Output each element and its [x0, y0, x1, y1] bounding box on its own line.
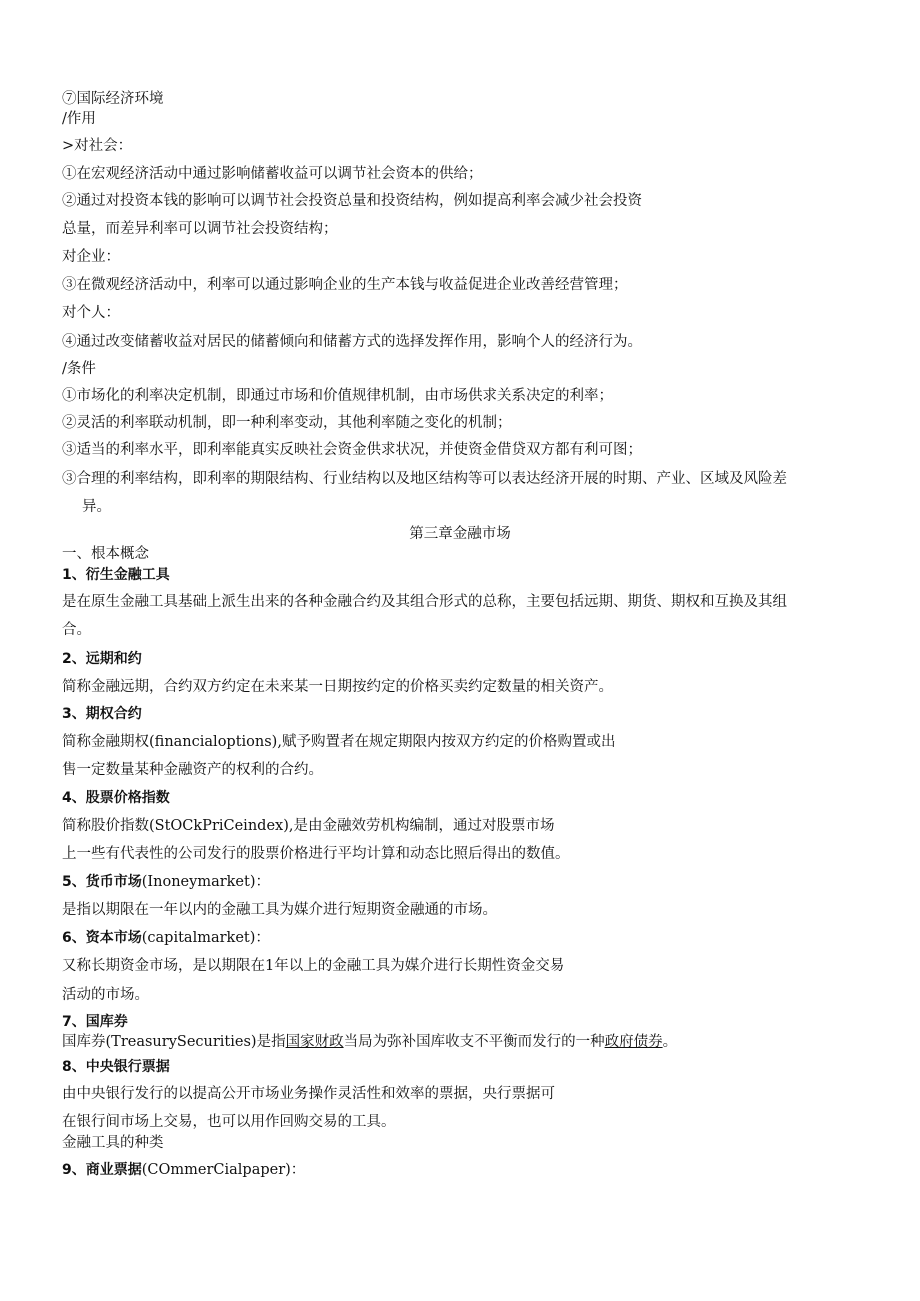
term-title — [62, 929, 270, 947]
paragraph: 由中央银行发行的以提高公开市场业务操作灵活性和效率的票据，央行票据可 — [62, 1086, 555, 1102]
link-government-bond[interactable]: 政府债券 — [604, 1034, 663, 1050]
term-title: 4、股票价格指数 — [62, 790, 170, 806]
paragraph: 售一定数量某种金融资产的权利的合约。 — [62, 762, 323, 778]
paragraph: ①市场化的利率决定机制，即通过市场和价值规律机制，由市场供求关系决定的利率； — [62, 388, 613, 404]
term-title: 7、国库券 — [62, 1014, 128, 1030]
list-item: ⑦国际经济环境 — [62, 91, 164, 107]
paragraph: 简称金融期权(financialoptions),赋予购置者在规定期限内按双方约定的价格购置或出 — [62, 734, 616, 750]
paragraph: 在银行间市场上交易，也可以用作回购交易的工具。 — [62, 1114, 396, 1130]
link-national-finance[interactable]: 国家财政 — [285, 1034, 344, 1050]
term-title-english: (Inoneymarket)： — [141, 874, 270, 890]
paragraph: 异。 — [82, 499, 111, 515]
term-title — [62, 1161, 305, 1179]
paragraph: 合。 — [62, 622, 91, 638]
term-title-english: (capitalmarket)： — [141, 930, 270, 946]
paragraph: 又称长期资金市场，是以期限在1年以上的金融工具为媒介进行长期性资金交易 — [62, 958, 565, 974]
term-title — [62, 873, 270, 891]
role-heading: /作用 — [62, 111, 96, 127]
term-title: 8、中央银行票据 — [62, 1059, 170, 1075]
paragraph: 总量，而差异利率可以调节社会投资结构； — [62, 221, 338, 237]
paragraph: 简称股价指数(StOCkPriCeindex),是由金融效劳机构编制，通过对股票市场 — [62, 818, 555, 834]
term-title: 1、衍生金融工具 — [62, 567, 170, 583]
paragraph: ②灵活的利率联动机制，即一种利率变动，其他利率随之变化的机制； — [62, 415, 512, 431]
paragraph: 上一些有代表性的公司发行的股票价格进行平均计算和动态比照后得出的数值。 — [62, 846, 570, 862]
paragraph: ②通过对投资本钱的影响可以调节社会投资总量和投资结构，例如提高利率会减少社会投资 — [62, 193, 642, 209]
paragraph: ④通过改变储蓄收益对居民的储蓄倾向和储蓄方式的选择发挥作用，影响个人的经济行为。 — [62, 334, 642, 350]
term-title: 2、远期和约 — [62, 651, 142, 667]
text-run: 。 — [662, 1034, 678, 1050]
paragraph: ③适当的利率水平，即利率能真实反映社会资金供求状况，并使资金借贷双方都有利可图； — [62, 442, 642, 458]
paragraph: ③在微观经济活动中，利率可以通过影响企业的生产本钱与收益促进企业改善经营管理； — [62, 277, 628, 293]
term-title-label: 9、商业票据 — [62, 1162, 142, 1178]
paragraph: 是指以期限在一年以内的金融工具为媒介进行短期资金融通的市场。 — [62, 902, 497, 918]
enterprise-heading: 对企业： — [62, 249, 120, 265]
instruments-heading: 金融工具的种类 — [62, 1135, 164, 1151]
text-run: 国库券(TreasurySecurities)是指 — [62, 1034, 286, 1050]
paragraph: 是在原生金融工具基础上派生出来的各种金融合约及其组合形式的总称，主要包括远期、期货、期权和互换及其组 — [62, 594, 787, 610]
term-title-label: 5、货币市场 — [62, 874, 142, 890]
society-heading: >对社会： — [62, 138, 133, 154]
conditions-heading: /条件 — [62, 361, 96, 377]
section-heading: 一、根本概念 — [62, 546, 149, 562]
paragraph: 简称金融远期，合约双方约定在未来某一日期按约定的价格买卖约定数量的相关资产。 — [62, 679, 613, 695]
chapter-title: 第三章金融市场 — [409, 526, 511, 542]
term-title-label: 6、资本市场 — [62, 930, 142, 946]
term-title: 3、期权合约 — [62, 706, 142, 722]
individual-heading: 对个人： — [62, 305, 120, 321]
paragraph: ①在宏观经济活动中通过影响储蓄收益可以调节社会资本的供给； — [62, 166, 483, 182]
text-run: 当局为弥补国库收支不平衡而发行的一种 — [343, 1034, 605, 1050]
paragraph — [62, 1033, 677, 1051]
term-title-english: (COmmerCialpaper)： — [141, 1162, 306, 1178]
paragraph: ③合理的利率结构，即利率的期限结构、行业结构以及地区结构等可以表达经济开展的时期、产业、区域及风险差 — [62, 471, 787, 487]
paragraph: 活动的市场。 — [62, 987, 149, 1003]
